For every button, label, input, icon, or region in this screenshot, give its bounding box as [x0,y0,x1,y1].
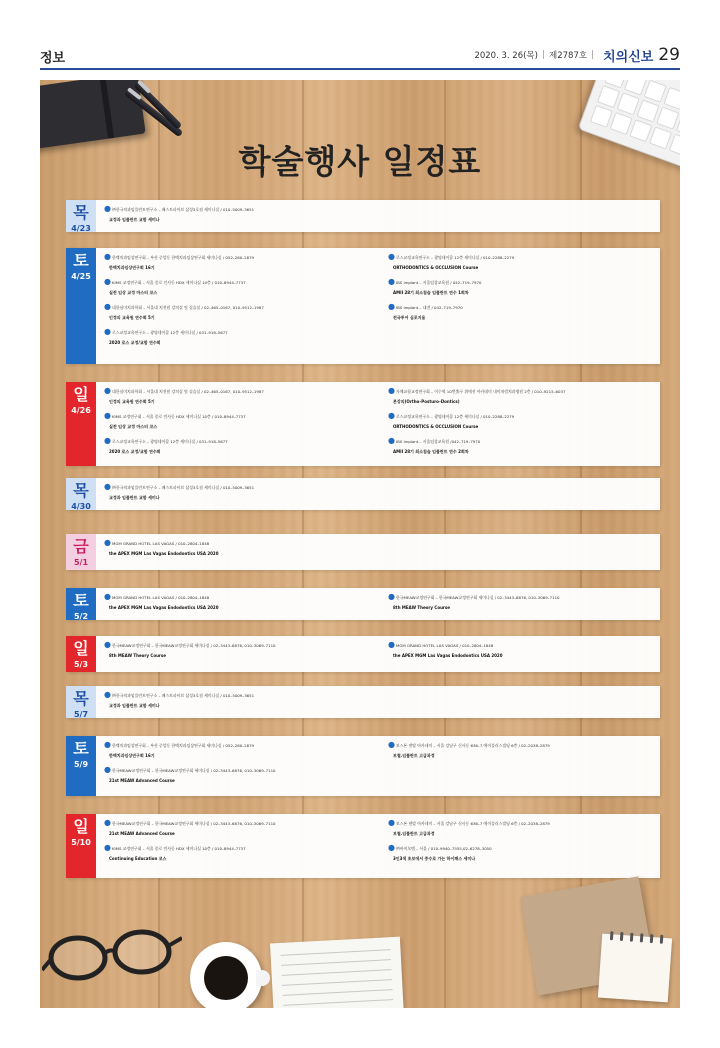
event-item [104,386,384,408]
day-badge [66,588,96,620]
event-name: AMII 28기 최소침습 임플란트 연수 1회차 [393,290,469,295]
event-info [104,386,384,396]
event-item [388,302,656,324]
left-column [104,740,384,790]
event-name: AMII 28기 최소침습 임플란트 연수 2회차 [393,449,469,454]
schedule-row [66,588,660,620]
event-organizer-venue-contact: ㈜한국치과임플란트연구소 – 패스트파이브 삼성3호점 세미나실 / 010–5009–3651 [111,207,255,212]
day-badge [66,200,96,232]
event-item [104,690,384,712]
event-name: 2020 로스 교정/교합 연수회 [109,449,161,454]
bullet-icon: ● [104,436,111,445]
event-organizer-venue-contact: MGM GRAND HOTEL LAS VAGAS / 010–2804–1848 [395,643,494,648]
event-date: 5/3 [73,660,89,669]
event-date: 4/23 [71,224,91,233]
event-name: Continuing Education 코스 [109,856,167,861]
right-column [388,252,656,327]
masthead [474,44,680,66]
event-info [388,818,656,828]
left-column [104,592,384,617]
page-header [40,44,680,68]
event-organizer-venue-contact: 대한심미치과학회 – 서울대 치전원 강의실 및 실습실 / 02–465–0167, 010–9512–1987 [111,389,264,394]
event-organizer-venue-contact: KIMS 교정연구회 – 서울 종로 인사동 HDX 세미나실 10층 / 010–8944–7737 [111,414,246,419]
event-organizer-venue-contact: 한맥치과임상연구회 – 부산 중앙동 한맥치과임상연구회 세미나실 / 052–260–2879 [111,255,255,260]
left-column [104,640,384,665]
event-info [388,277,656,287]
divider: | [541,50,546,60]
day-badge [66,636,96,672]
event-organizer-venue-contact: 한국MEAW교정연구회 – 한국MEAW교정연구회 세미나실 / 02–3443–6876, 010–3069–7110 [111,821,276,826]
event-info [104,592,384,602]
event-item [104,592,384,614]
bullet-icon: ● [104,640,111,649]
event-name: 보철.임플란트 고급과정 [393,831,435,836]
event-info [104,765,384,775]
event-organizer-venue-contact: ㈜한국치과임플란트연구소 – 패스트파이브 삼성3호점 세미나실 / 010–5009–3651 [111,485,255,490]
day-badge [66,382,96,466]
day-badge [66,814,96,878]
event-info [104,411,384,421]
event-item [104,765,384,787]
event-info [104,327,384,337]
day-badge [66,534,96,570]
event-item [388,843,656,865]
event-info [104,538,384,548]
coffee-cup-decoration [190,942,262,1008]
header-rule [40,68,680,70]
event-organizer-venue-contact: 보스톤 덴탈 아카데미 – 서울 강남구 신사동 636–7 에이플러스빌딩 6층 / 02–2038–2879 [395,821,550,826]
event-info [104,843,384,853]
event-organizer-venue-contact: IBS Implant – 서울임상교육원 / 042–719–7970 [395,280,482,285]
issue-date: 2020. 3. 26(목) [474,51,538,61]
event-item [388,252,656,274]
event-name: 8th MEAW Theory Course [393,605,450,610]
event-item [104,843,384,865]
event-organizer-venue-contact: 로스교정교육연구소 – 광명데이콤 12층 세미나실 / 010–2288–2279 [395,255,515,260]
event-name: the APEX MGM Las Vagas Endodontics USA 2020 [109,551,219,556]
event-info [388,592,656,602]
event-info [104,482,384,492]
bullet-icon: ● [104,592,111,601]
day-of-week: 일 [73,639,89,658]
event-name: 3인3색 초보에서 중수로 가는 하이패스 세미나 [393,856,476,861]
event-date: 5/2 [73,612,89,621]
bullet-icon: ● [104,302,111,311]
day-badge [66,248,96,364]
event-organizer-venue-contact: ㈜바이오템 – 서울 / 010–9940–7555,02–6278–3050 [395,846,492,851]
bullet-icon: ● [104,327,111,336]
event-info [388,640,656,650]
newspaper-name: 치의신보 [603,49,654,65]
bullet-icon: ● [388,252,395,261]
event-item [104,740,384,762]
left-column [104,252,384,352]
event-name: 한맥치과임상연구회 16기 [109,753,155,758]
event-item [104,252,384,274]
day-badge [66,736,96,796]
bullet-icon: ● [104,538,111,547]
left-column [104,538,384,563]
paper-sheet-decoration [270,937,404,1008]
event-name: 8th MEAW Theory Course [109,653,166,658]
schedule-row [66,814,660,878]
event-organizer-venue-contact: 로스교정교육연구소 – 광명데이콤 12층 세미나실 / 031–918–5677 [111,330,228,335]
left-column [104,204,384,229]
event-info [104,277,384,287]
day-of-week: 목 [73,203,89,222]
day-of-week: 토 [73,591,89,610]
right-column [388,818,656,868]
event-info [104,204,384,214]
event-name: 인정의 교육원 연수회 5기 [109,315,155,320]
event-info [388,252,656,262]
schedule-row [66,686,660,718]
event-item [388,740,656,762]
event-organizer-venue-contact: 한맥치과임상연구회 – 부산 중앙동 한맥치과임상연구회 세미나실 / 052–260–2879 [111,743,255,748]
event-organizer-venue-contact: KIMS 교정연구회 – 서울 종로 인사동 HDX 세미나실 10층 / 010–8944–7737 [111,846,246,851]
event-item [388,277,656,299]
event-info [388,386,656,396]
bullet-icon: ● [388,277,395,286]
divider: | [591,50,595,60]
event-info [388,740,656,750]
event-name: 전국투어 심포지움 [393,315,426,320]
day-of-week: 토 [73,739,89,758]
bullet-icon: ● [104,204,111,213]
event-info [104,818,384,828]
bullet-icon: ● [104,843,111,852]
event-info [104,302,384,312]
event-name: 교정과 임플란트 교합 세미나 [109,495,160,500]
event-name: 실전 임상 교정 마스터 코스 [109,290,158,295]
page-number: 29 [658,45,680,65]
bullet-icon: ● [104,818,111,827]
event-name: 21st MEAW Advanced Course [109,831,175,836]
schedule-row [66,534,660,570]
event-item [104,436,384,458]
day-of-week: 토 [73,251,89,270]
event-item [104,482,384,504]
section-label: 정보 [40,51,66,66]
day-of-week: 금 [73,537,89,556]
event-date: 4/26 [71,406,91,415]
schedule-row [66,478,660,510]
event-organizer-venue-contact: ㈜한국치과임플란트연구소 – 패스트파이브 삼성3호점 세미나실 / 010–5009–3651 [111,693,255,698]
event-item [104,640,384,662]
event-date: 5/1 [73,558,89,567]
bullet-icon: ● [388,592,395,601]
event-info [388,411,656,421]
event-item [104,538,384,560]
event-organizer-venue-contact: MGM GRAND HOTEL LAS VAGAS / 010–2804–1848 [111,595,210,600]
event-info [104,740,384,750]
event-organizer-venue-contact: 한국MEAW교정연구회 – 한국MEAW교정연구회 세미나실 / 02–3443–6876, 010–3069–7110 [111,768,276,773]
right-column [388,592,656,617]
event-name: 보철.임플란트 고급과정 [393,753,435,758]
day-of-week: 목 [73,481,89,500]
event-item [388,386,656,408]
event-organizer-venue-contact: KIMS 교정연구회 – 서울 종로 인사동 HDX 세미나실 10층 / 010–8944–7737 [111,280,246,285]
event-organizer-venue-contact: 보스톤 덴탈 아카데미 – 서울 강남구 신사동 636–7 에이플러스빌딩 6층 / 02–2038–2879 [395,743,550,748]
event-name: 교정과 임플란트 교합 세미나 [109,703,160,708]
event-organizer-venue-contact: MGM GRAND HOTEL LAS VAGAS / 010–2804–1848 [111,541,210,546]
event-item [104,411,384,433]
right-column [388,386,656,461]
event-name: 교정과 임플란트 교합 세미나 [109,217,160,222]
event-organizer-venue-contact: IBS Implant – 대전 / 042–719–7970 [395,305,463,310]
event-organizer-venue-contact: 대한심미치과학회 – 서울대 치전원 강의실 및 실습실 / 02–465–0167, 010–9512–1987 [111,305,264,310]
schedule-row [66,382,660,466]
day-badge [66,686,96,718]
event-name: ORTHODONTICS & OCCLUSION Course [393,265,479,270]
schedule-row [66,248,660,364]
bullet-icon: ● [388,818,395,827]
schedule-row [66,200,660,232]
issue-number: 제2787호 [549,51,588,61]
bullet-icon: ● [104,386,111,395]
bullet-icon: ● [104,740,111,749]
bullet-icon: ● [388,411,395,420]
bullet-icon: ● [388,302,395,311]
bullet-icon: ● [104,482,111,491]
left-column [104,690,384,715]
left-column [104,482,384,507]
event-organizer-venue-contact: 로스교정교육연구소 – 광명데이콤 12층 세미나실 / 010–2288–2279 [395,414,515,419]
event-organizer-venue-contact: 로스교정교육연구소 – 광명데이콤 12층 세미나실 / 031–918–5677 [111,439,228,444]
event-info [104,640,384,650]
day-of-week: 일 [73,817,89,836]
event-info [104,436,384,446]
event-item [104,818,384,840]
event-name: ORTHODONTICS & OCCLUSION Course [393,424,479,429]
day-of-week: 일 [73,385,89,404]
event-item [104,204,384,226]
event-date: 4/25 [71,272,91,281]
event-name: 본강의(Ortho–Posturo–Dontics) [393,399,460,404]
event-name: 2020 로스 교정/교합 연수회 [109,340,161,345]
event-date: 5/9 [73,760,89,769]
event-info [388,843,656,853]
event-name: the APEX MGM Las Vagas Endodontics USA 2020 [109,605,219,610]
bullet-icon: ● [104,277,111,286]
left-column [104,818,384,868]
right-column [388,640,656,665]
day-of-week: 목 [73,689,89,708]
event-name: 21st MEAW Advanced Course [109,778,175,783]
event-date: 5/10 [71,838,91,847]
event-item [388,411,656,433]
event-date: 5/7 [73,710,89,719]
event-organizer-venue-contact: IBS Implant – 서울임상교육원 /042–719–7970 [395,439,481,444]
bullet-icon: ● [104,765,111,774]
event-name: the APEX MGM Las Vagas Endodontics USA 2020 [393,653,503,658]
event-name: 인정의 교육원 연수회 5기 [109,399,155,404]
bullet-icon: ● [388,843,395,852]
event-item [104,327,384,349]
schedule-row [66,636,660,672]
event-item [388,640,656,662]
glasses-decoration [42,918,182,988]
event-name: 한맥치과임상연구회 16기 [109,265,155,270]
bullet-icon: ● [388,640,395,649]
event-organizer-venue-contact: 한국MEAW교정연구회 – 한국MEAW교정연구회 세미나실 / 02–3443–6876, 010–3069–7110 [111,643,276,648]
event-info [104,252,384,262]
schedule-board [40,80,680,1008]
bullet-icon: ● [104,690,111,699]
left-column [104,386,384,461]
page-title: 학술행사 일정표 [238,142,482,181]
spiral-notepad-decoration [598,934,672,1003]
bullet-icon: ● [388,740,395,749]
event-item [388,436,656,458]
bullet-icon: ● [388,436,395,445]
right-column [388,740,656,765]
event-info [388,436,656,446]
event-item [388,592,656,614]
bullet-icon: ● [104,252,111,261]
event-info [388,302,656,312]
event-item [104,277,384,299]
event-name: 실전 임상 교정 마스터 코스 [109,424,158,429]
event-organizer-venue-contact: 한국MEAW교정연구회 – 한국MEAW교정연구회 세미나실 / 02–3443–6876, 010–3069–7110 [395,595,560,600]
day-badge [66,478,96,510]
event-date: 4/30 [71,502,91,511]
event-info [104,690,384,700]
event-item [104,302,384,324]
schedule-row [66,736,660,796]
event-item [388,818,656,840]
bullet-icon: ● [104,411,111,420]
bullet-icon: ● [388,386,395,395]
event-organizer-venue-contact: 자체교합교정연구회 – 이수역 10번출구 위메진 아카데미 내이처럼치과병원 2층 / 010–9215–6037 [395,389,566,394]
